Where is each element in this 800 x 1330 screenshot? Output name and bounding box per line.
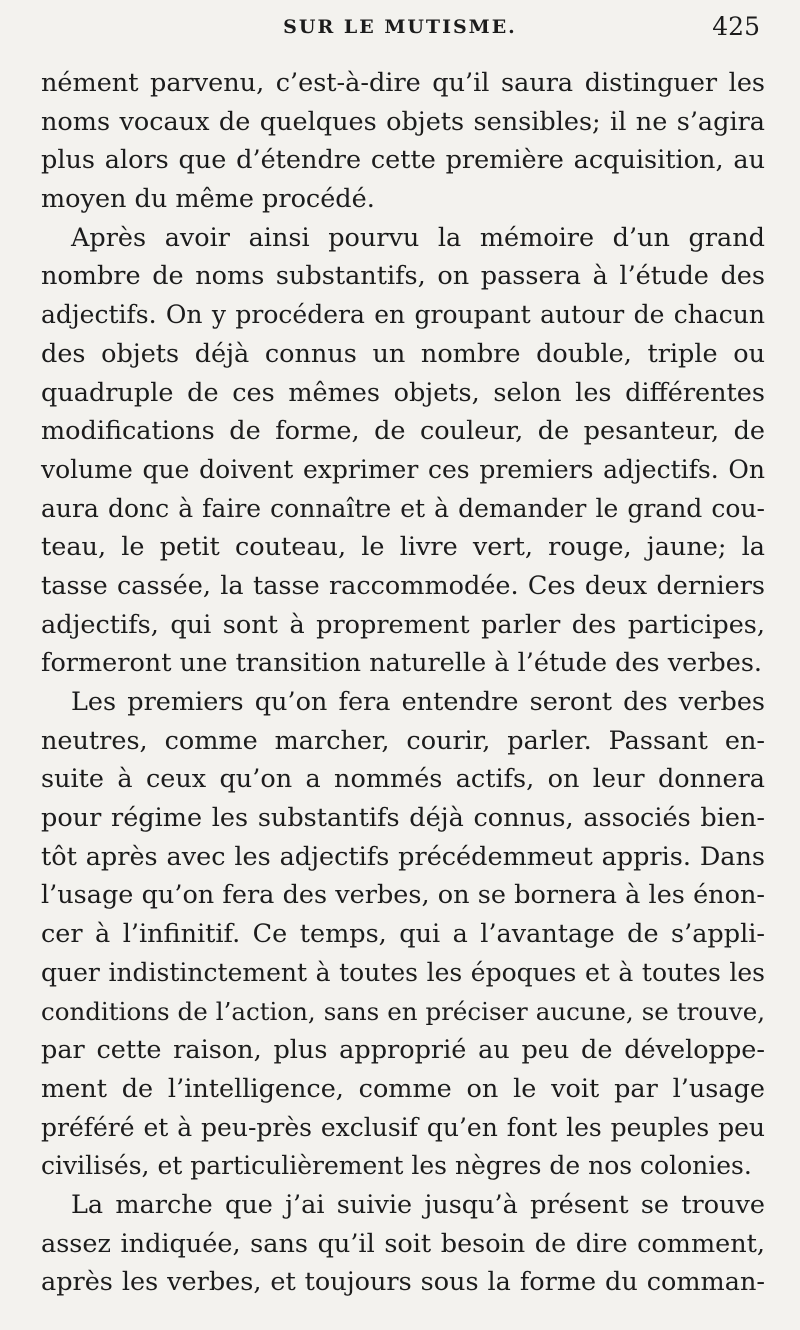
text-line: conditions de l’action, sans en préciser aucune, se trouve, <box>41 996 765 1026</box>
text-line: adjectifs, qui sont à proprement parler des participes, <box>41 609 765 640</box>
text-line: ment de l’intelligence, comme on le voit par l’usage <box>41 1073 765 1104</box>
text-line: neutres, comme marcher, courir, parler. Passant en- <box>41 725 765 756</box>
text-line: après les verbes, et toujours sous la forme du comman- <box>41 1267 765 1298</box>
text-line: Après avoir ainsi pourvu la mémoire d’un grand <box>71 222 765 253</box>
text-line: nément parvenu, c’est-à-dire qu’il saura distinguer les <box>41 68 765 98</box>
text-line: assez indiquée, sans qu’il soit besoin de dire comment, <box>41 1228 765 1259</box>
text-line: quadruple de ces mêmes objets, selon les différentes <box>41 377 765 408</box>
body-text <box>41 64 765 1302</box>
text-line: plus alors que d’étendre cette première acquisition, au <box>41 145 765 176</box>
text-line: adjectifs. On y procédera en groupant autour de chacun <box>41 300 765 330</box>
text-line: suite à ceux qu’on a nommés actifs, on leur donnera <box>41 764 765 795</box>
text-line: formeront une transition naturelle à l’étude des verbes. <box>41 648 763 679</box>
text-line: l’usage qu’on fera des verbes, on se bornera à les énon- <box>41 880 765 911</box>
text-line: volume que doivent exprimer ces premiers adjectifs. On <box>41 454 765 484</box>
page-number: 425 <box>712 12 760 41</box>
text-line: par cette raison, plus approprié au peu de développe- <box>41 1035 765 1066</box>
text-line: Les premiers qu’on fera entendre seront des verbes <box>71 687 765 717</box>
text-line: civilisés, et particulièrement les nègres de nos colonies. <box>41 1151 752 1181</box>
text-line: quer indistinctement à toutes les époques et à toutes les <box>41 957 765 987</box>
text-line: tasse cassée, la tasse raccommodée. Ces deux derniers <box>41 570 765 601</box>
running-title: SUR LE MUTISME. <box>283 16 517 38</box>
text-line: préféré et à peu-près exclusif qu’en font les peuples peu <box>41 1112 765 1142</box>
text-line: noms vocaux de quelques objets sensibles; il ne s’agira <box>41 106 765 137</box>
text-line: cer à l’infinitif. Ce temps, qui a l’avantage de s’appli- <box>41 919 765 950</box>
text-line: La marche que j’ai suivie jusqu’à présent se trouve <box>71 1189 765 1220</box>
running-head <box>40 12 760 46</box>
text-line: nombre de noms substantifs, on passera à l’étude des <box>41 261 765 292</box>
text-line: des objets déjà connus un nombre double, triple ou <box>41 338 765 369</box>
text-line: aura donc à faire connaître et à demander le grand cou- <box>41 493 765 523</box>
text-line: modifications de forme, de couleur, de pesanteur, de <box>41 416 765 447</box>
text-line: pour régime les substantifs déjà connus, associés bien- <box>41 803 765 834</box>
text-line: moyen du même procédé. <box>41 184 375 215</box>
text-line: teau, le petit couteau, le livre vert, rouge, jaune; la <box>41 532 765 563</box>
text-line: tôt après avec les adjectifs précédemmeut appris. Dans <box>41 841 765 872</box>
